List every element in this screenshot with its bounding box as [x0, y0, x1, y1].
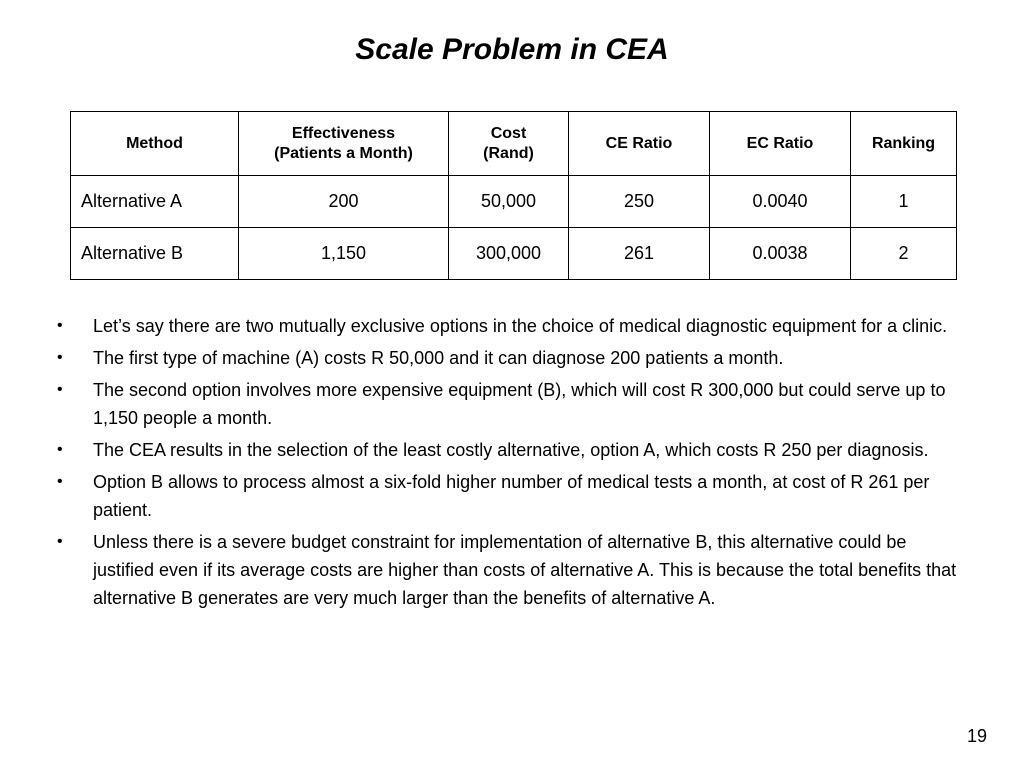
list-item: [57, 528, 969, 612]
bullet-text: Unless there is a severe budget constraint for implementation of alternative B, this alternative could be justified even if its average costs are higher than costs of alternative A. This is because the total benefits that alternative B generates are very much larger than the benefits of alternative A.: [93, 532, 957, 608]
header-cost: Cost (Rand): [449, 112, 569, 176]
cell-method: Alternative A: [71, 176, 239, 228]
cell-ce-ratio: 250: [569, 176, 710, 228]
slide-title: Scale Problem in CEA: [355, 33, 669, 66]
list-item: [57, 468, 969, 524]
cell-ranking: 1: [851, 176, 957, 228]
header-ce-ratio: CE Ratio: [569, 112, 710, 176]
bullet-text: The second option involves more expensive equipment (B), which will cost R 300,000 but could serve up to 1,150 people a month.: [93, 380, 946, 428]
header-effectiveness: Effectiveness (Patients a Month): [239, 112, 449, 176]
cell-cost: 300,000: [449, 228, 569, 280]
bullet-marker: •: [57, 473, 63, 490]
header-ec-ratio: EC Ratio: [710, 112, 851, 176]
list-item: [57, 376, 969, 432]
bullet-marker: •: [57, 533, 63, 550]
bullet-text: Let’s say there are two mutually exclusive options in the choice of medical diagnostic equipment for a clinic.: [93, 316, 948, 336]
cell-effectiveness: 1,150: [239, 228, 449, 280]
header-method: Method: [71, 112, 239, 176]
list-item: [57, 344, 969, 372]
cell-ce-ratio: 261: [569, 228, 710, 280]
bullet-text: Option B allows to process almost a six-fold higher number of medical tests a month, at cost of R 261 per patient.: [93, 472, 930, 520]
table-header-row: [71, 112, 957, 176]
table-row: [71, 228, 957, 280]
cea-comparison-table: [70, 111, 957, 280]
bullet-text: The first type of machine (A) costs R 50,000 and it can diagnose 200 patients a month.: [93, 348, 784, 368]
cell-ranking: 2: [851, 228, 957, 280]
list-item: [57, 312, 969, 340]
bullet-marker: •: [57, 441, 63, 458]
bullet-list: [57, 312, 969, 616]
bullet-marker: •: [57, 317, 63, 334]
cell-effectiveness: 200: [239, 176, 449, 228]
cell-ec-ratio: 0.0038: [710, 228, 851, 280]
bullet-marker: •: [57, 381, 63, 398]
cell-cost: 50,000: [449, 176, 569, 228]
cell-ec-ratio: 0.0040: [710, 176, 851, 228]
bullet-text: The CEA results in the selection of the least costly alternative, option A, which costs R 250 per diagnosis.: [93, 440, 929, 460]
cell-method: Alternative B: [71, 228, 239, 280]
page-number: 19: [966, 726, 987, 746]
header-ranking: Ranking: [851, 112, 957, 176]
list-item: [57, 436, 969, 464]
table-row: [71, 176, 957, 228]
bullet-marker: •: [57, 349, 63, 366]
